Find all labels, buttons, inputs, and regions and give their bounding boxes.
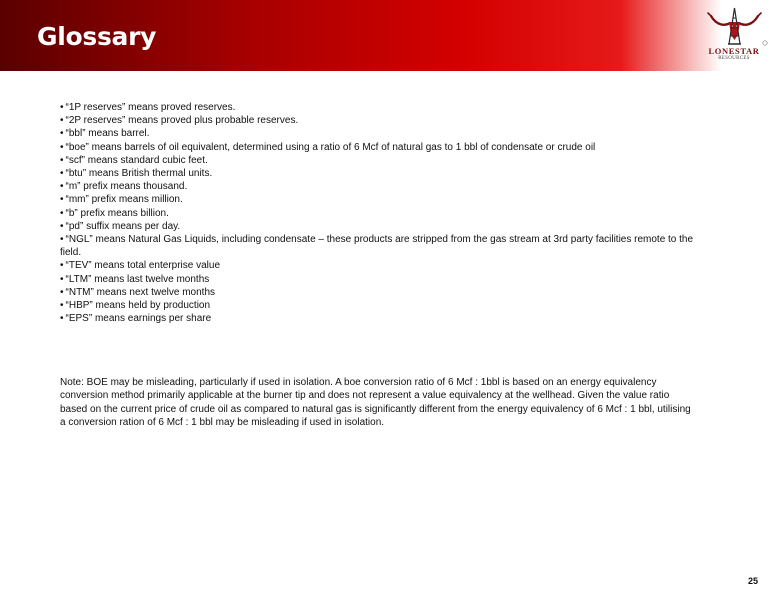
glossary-item: [60, 299, 700, 312]
glossary-item: [60, 193, 700, 206]
glossary-item: [60, 101, 700, 114]
glossary-item: [60, 207, 700, 220]
bullet-icon: •: [60, 300, 64, 312]
glossary-item: [60, 312, 700, 325]
page-title: Glossary: [37, 22, 157, 51]
bullet-icon: •: [60, 168, 64, 180]
glossary-item-text: “scf” means standard cubic feet.: [65, 154, 208, 166]
glossary-item: [60, 220, 700, 233]
page-number: 25: [748, 576, 759, 586]
glossary-item: [60, 141, 700, 154]
glossary-item-text: “m” prefix means thousand.: [65, 181, 188, 193]
bullet-icon: •: [60, 115, 64, 127]
bullet-icon: •: [60, 154, 64, 166]
longhorn-derrick-icon: [703, 6, 771, 48]
bullet-icon: •: [60, 313, 64, 325]
glossary-item-text: “mm” prefix means million.: [65, 194, 183, 206]
bullet-icon: •: [60, 273, 64, 285]
glossary-item-text: “HBP” means held by production: [65, 300, 211, 312]
glossary-item-text: “pd” suffix means per day.: [65, 220, 181, 232]
glossary-list: [60, 101, 700, 325]
bullet-icon: •: [60, 102, 64, 113]
glossary-item-text: “bbl” means barrel.: [65, 128, 150, 140]
glossary-item-text: “boe” means barrels of oil equivalent, determined using a ratio of 6 Mcf of natural gas to 1 bbl of condensate or crude oil: [65, 141, 596, 153]
bullet-icon: •: [60, 260, 64, 272]
glossary-item: [60, 180, 700, 193]
glossary-item: [60, 286, 700, 299]
logo-wordmark: LONESTAR: [708, 46, 760, 56]
logo-subtitle: RESOURCES: [718, 56, 750, 61]
glossary-item: [60, 127, 700, 140]
glossary-item-text: “TEV” means total enterprise value: [65, 260, 221, 272]
company-logo: [703, 6, 771, 66]
bullet-icon: •: [60, 128, 64, 140]
glossary-list-container: [60, 101, 700, 325]
glossary-item-text: “2P reserves” means proved plus probable reserves.: [65, 115, 299, 127]
glossary-item-text: “EPS” means earnings per share: [65, 313, 212, 325]
boe-note: Note: BOE may be misleading, particularly if used in isolation. A boe conversion ratio of 6 Mcf : 1bbl is based on an energy equivalency conversion method primarily applicable at the burner tip and does not represent a value equivalency at the wellhead. Given the value ratio based on the current price of crude oil as compared to natural gas is significantly different from the energy equivalency of 6 Mcf : 1 bbl, utilising a conversion ration of 6 Mcf : 1 bbl may be misleading if used in isolation.: [60, 377, 691, 429]
bullet-icon: •: [60, 207, 64, 219]
bullet-icon: •: [60, 286, 64, 298]
bullet-icon: •: [60, 220, 64, 232]
glossary-item-text: “btu” means British thermal units.: [65, 168, 213, 180]
glossary-item-text: “1P reserves” means proved reserves.: [65, 102, 236, 113]
bullet-icon: •: [60, 141, 64, 153]
glossary-item: [60, 154, 700, 167]
bullet-icon: •: [60, 234, 64, 246]
title-banner: [0, 0, 776, 71]
bullet-icon: •: [60, 181, 64, 193]
glossary-item-text: “NTM” means next twelve months: [65, 286, 216, 298]
glossary-item: [60, 167, 700, 180]
glossary-item-text: “LTM” means last twelve months: [65, 273, 210, 285]
glossary-item-text: “b” prefix means billion.: [65, 207, 169, 219]
glossary-item: [60, 273, 700, 286]
glossary-item: [60, 259, 700, 272]
bullet-icon: •: [60, 194, 64, 206]
glossary-item-text: “NGL” means Natural Gas Liquids, including condensate – these products are stripped from the gas stream at 3rd party facilities remote to the field.: [60, 234, 694, 259]
glossary-item: [60, 114, 700, 127]
glossary-item: [60, 233, 700, 259]
